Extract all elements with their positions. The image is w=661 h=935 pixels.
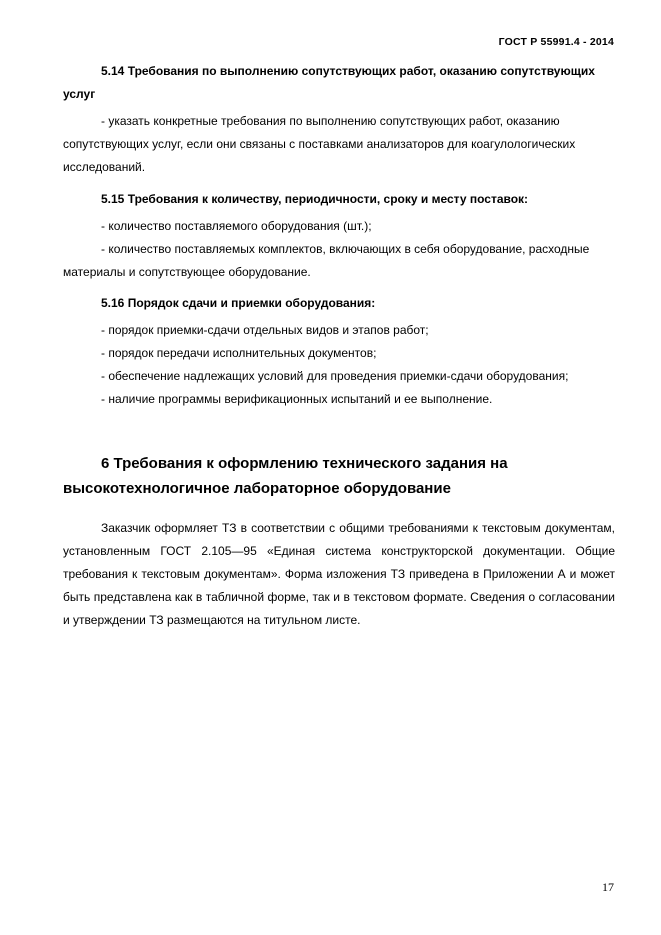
section-heading: 5.14 Требования по выполнению сопутствующих работ, оказанию сопутствующих услуг: [63, 64, 595, 101]
document-code: ГОСТ Р 55991.4 - 2014: [498, 36, 614, 48]
body-paragraph: Заказчик оформляет ТЗ в соответствии с общими требованиями к текстовым документам, установленным ГОСТ 2.105—95 «Единая система конструкторской документации. Общие требования к текстовым документам». Форма изложения ТЗ приведена в Приложении А и может быть представлена как в табличной форме, так и в текстовом формате. Сведения о согласовании и утверждении ТЗ размещаются на титульном листе.: [63, 521, 615, 627]
list-item: - наличие программы верификационных испытаний и ее выполнение.: [101, 392, 493, 406]
list-item: - количество поставляемого оборудования (шт.);: [101, 219, 372, 233]
section-heading: 5.16 Порядок сдачи и приемки оборудования:: [101, 296, 376, 310]
list-item: - указать конкретные требования по выполнению сопутствующих работ, оказанию сопутствующих услуг, если они связаны с поставками анализаторов для коагулологических исследований.: [63, 114, 576, 174]
chapter-heading-line-1: 6 Требования к оформлению технического задания на: [101, 455, 508, 472]
chapter-heading: [63, 451, 615, 501]
list-item: - порядок приемки-сдачи отдельных видов и этапов работ;: [101, 323, 429, 337]
section-5-16: [63, 292, 615, 411]
chapter-heading-line-2: высокотехнологичное лабораторное оборудование: [63, 480, 451, 497]
list-item: - количество поставляемых комплектов, включающих в себя оборудование, расходные материалы и сопутствующее оборудование.: [63, 242, 590, 279]
section-heading: 5.15 Требования к количеству, периодичности, сроку и месту поставок:: [101, 192, 529, 206]
section-5-14: [63, 60, 615, 179]
page-number: 17: [602, 880, 614, 894]
section-5-15: [63, 188, 615, 284]
list-item: - обеспечение надлежащих условий для проведения приемки-сдачи оборудования;: [101, 369, 569, 383]
list-item: - порядок передачи исполнительных документов;: [101, 346, 377, 360]
